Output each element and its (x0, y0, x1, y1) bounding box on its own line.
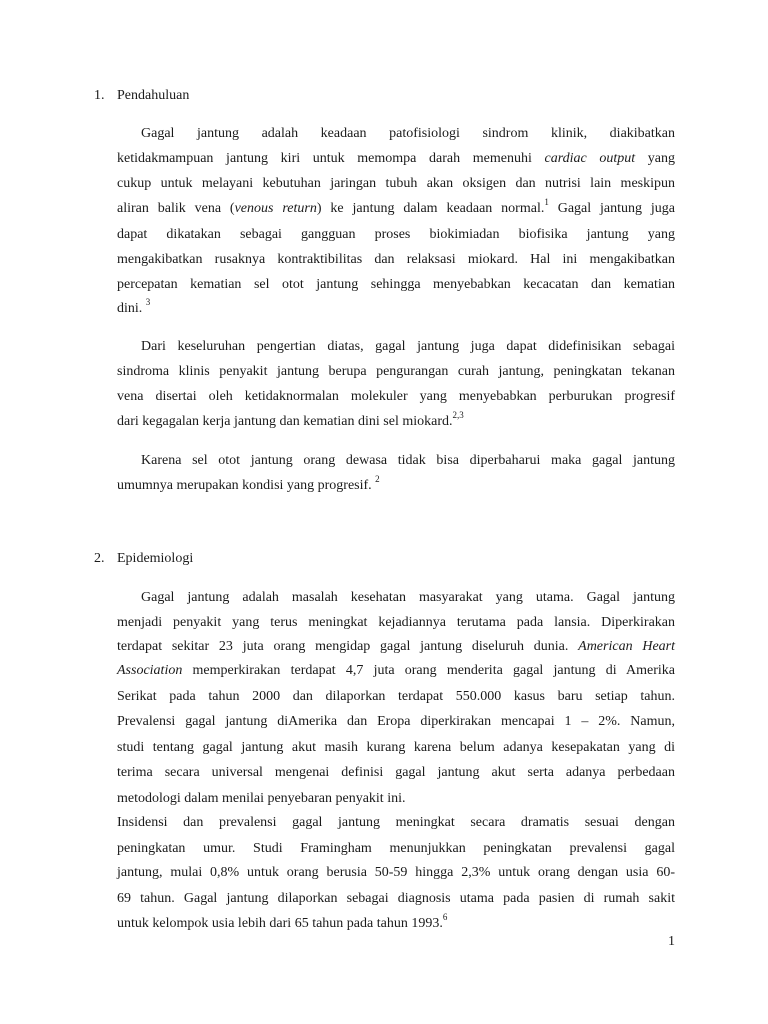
paragraph-line: Insidensi dan prevalensi gagal jantung meningkat secara dramatis sesuai dengan (117, 815, 675, 830)
paragraph-line: peningkatan umur. Studi Framingham menunjukkan peningkatan prevalensi gagal (117, 841, 675, 856)
footnote-ref: 6 (442, 912, 448, 923)
paragraph-line: terima secara universal mengenai definisi gagal jantung akut serta adanya perbedaan (117, 765, 675, 780)
page-number: 1 (668, 934, 675, 949)
paragraph-line: studi tentang gagal jantung akut masih kurang karena belum adanya kesepakatan yang di (117, 740, 675, 755)
paragraph-line: aliran balik vena (venous return) ke jantung dalam keadaan normal.$^1$ Gagal jantung juga (117, 197, 676, 216)
paragraph-line: dari kegagalan kerja jantung dan kematian dini sel miokard.$^{2,3}$ (117, 410, 464, 429)
paragraph-line: terdapat sekitar 23 juta orang mengidap gagal jantung diseluruh dunia. American Heart (117, 639, 675, 654)
section-heading-pendahuluan (94, 88, 189, 104)
paragraph-line: Dari keseluruhan pengertian diatas, gagal jantung juga dapat didefinisikan sebagai (141, 339, 675, 354)
paragraph-line: sindroma klinis penyakit jantung berupa pengurangan curah jantung, peningkatan tekanan (117, 364, 675, 379)
footnote-ref: 2,3 (452, 410, 464, 421)
paragraph-line: umumnya merupakan kondisi yang progresif. $^2$ (117, 474, 380, 493)
paragraph-line: Gagal jantung adalah masalah kesehatan masyarakat yang utama. Gagal jantung (141, 590, 675, 605)
section-title: Pendahuluan (117, 88, 190, 103)
paragraph-line: metodologi dalam menilai penyebaran penyakit ini. (117, 791, 406, 806)
paragraph-line: Association memperkirakan terdapat 4,7 juta orang menderita gagal jantung di Amerika (117, 663, 675, 678)
section-number: 1. (94, 88, 105, 103)
section-title: Epidemiologi (117, 551, 194, 566)
paragraph-line: Serikat pada tahun 2000 dan dilaporkan terdapat 550.000 kasus baru setiap tahun. (117, 689, 675, 704)
paragraph-line: dini. $^3$ (117, 297, 151, 316)
paragraph-line: mengakibatkan rusaknya kontraktibilitas dan relaksasi miokard. Hal ini mengakibatkan (117, 252, 675, 267)
footnote-ref: 1 (544, 197, 549, 208)
footnote-ref: 2 (375, 474, 380, 485)
paragraph-line: Gagal jantung adalah keadaan patofisiologi sindrom klinik, diakibatkan (141, 126, 675, 141)
paragraph-line: dapat dikatakan sebagai gangguan proses biokimiadan biofisika jantung yang (117, 227, 675, 242)
paragraph-line: menjadi penyakit yang terus meningkat kejadiannya terutama pada lansia. Diperkirakan (117, 615, 675, 630)
paragraph-line: vena disertai oleh ketidaknormalan molekuler yang menyebabkan perburukan progresif (117, 389, 675, 404)
footnote-ref: 3 (145, 297, 151, 308)
paragraph-line: percepatan kematian sel otot jantung sehingga menyebabkan kecacatan dan kematian (117, 277, 675, 292)
paragraph-line: Karena sel otot jantung orang dewasa tidak bisa diperbaharui maka gagal jantung (141, 453, 675, 468)
section-number: 2. (94, 551, 105, 566)
paragraph-line: ketidakmampuan jantung kiri untuk memompa darah memenuhi cardiac output yang (117, 151, 676, 166)
section-heading-epidemiologi (94, 551, 193, 567)
paragraph-line: jantung, mulai 0,8% untuk orang berusia 50-59 hingga 2,3% untuk orang dengan usia 60- (117, 865, 675, 880)
paragraph-line: cukup untuk melayani kebutuhan jaringan tubuh akan oksigen dan nutrisi lain meskipun (117, 176, 675, 191)
paragraph-line: 69 tahun. Gagal jantung dilaporkan sebagai diagnosis utama pada pasien di rumah sakit (117, 891, 675, 906)
paragraph-line: Prevalensi gagal jantung diAmerika dan Eropa diperkirakan mencapai 1 – 2%. Namun, (117, 714, 675, 729)
paragraph-line: untuk kelompok usia lebih dari 65 tahun pada tahun 1993.$^6$ (117, 912, 448, 931)
